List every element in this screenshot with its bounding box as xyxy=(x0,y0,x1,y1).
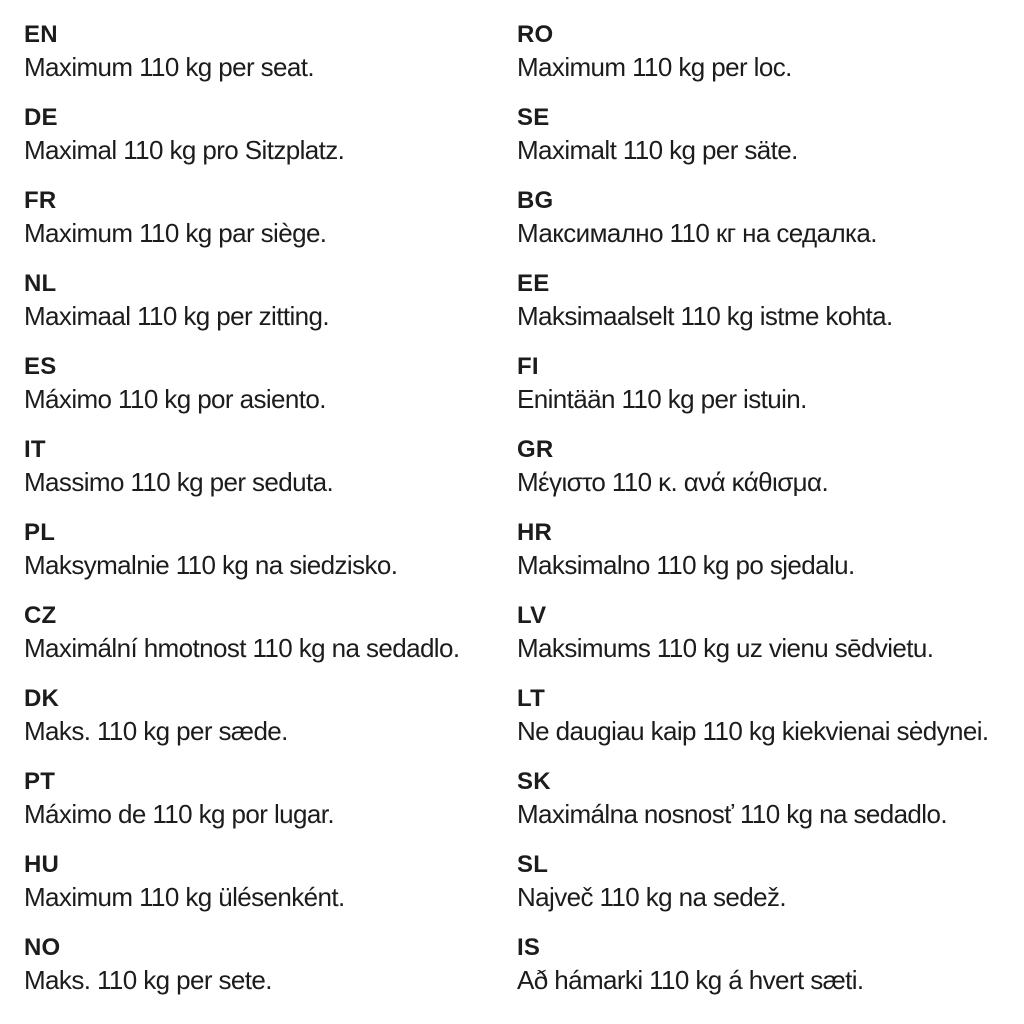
lang-entry-hu xyxy=(24,850,517,933)
lang-text: Maks. 110 kg per sæde. xyxy=(24,716,288,746)
lang-code: EE xyxy=(517,270,550,297)
lang-text: Maksimalno 110 kg po sjedalu. xyxy=(517,550,855,580)
lang-entry-fr xyxy=(24,186,517,269)
lang-code: GR xyxy=(517,436,554,463)
lang-entry-sl xyxy=(517,850,1024,933)
lang-text: Največ 110 kg na sedež. xyxy=(517,882,787,912)
lang-code: HR xyxy=(517,519,553,546)
lang-code: ES xyxy=(24,353,57,380)
right-column xyxy=(517,20,1024,1016)
lang-text: Maximum 110 kg per loc. xyxy=(517,52,792,82)
lang-text: Maximum 110 kg ülésenként. xyxy=(24,882,345,912)
lang-code: PL xyxy=(24,519,56,546)
lang-entry-sk xyxy=(517,767,1024,850)
lang-code: IT xyxy=(24,436,46,463)
lang-code: LV xyxy=(517,602,547,629)
lang-text: Maksimaalselt 110 kg istme kohta. xyxy=(517,301,893,331)
lang-entry-lt xyxy=(517,684,1024,767)
lang-text: Ne daugiau kaip 110 kg kiekvienai sėdynei. xyxy=(517,716,989,746)
lang-entry-gr xyxy=(517,435,1024,518)
lang-text: Maximum 110 kg per seat. xyxy=(24,52,315,82)
lang-code: HU xyxy=(24,851,60,878)
lang-code: SE xyxy=(517,104,550,131)
left-column xyxy=(24,20,517,1016)
lang-text: Maximum 110 kg par siège. xyxy=(24,218,327,248)
lang-entry-ro xyxy=(517,20,1024,103)
lang-code: LT xyxy=(517,685,545,712)
lang-text: Maks. 110 kg per sete. xyxy=(24,965,272,995)
lang-code: DK xyxy=(24,685,60,712)
lang-text: Μέγιστο 110 κ. ανά κάθισμα. xyxy=(517,467,829,497)
lang-code: SL xyxy=(517,851,549,878)
lang-code: IS xyxy=(517,934,541,961)
lang-text: Maximálna nosnosť 110 kg na sedadlo. xyxy=(517,799,947,829)
lang-entry-it xyxy=(24,435,517,518)
lang-entry-nl xyxy=(24,269,517,352)
lang-text: Að hámarki 110 kg á hvert sæti. xyxy=(517,965,864,995)
lang-code: SK xyxy=(517,768,551,795)
lang-entry-fi xyxy=(517,352,1024,435)
lang-text: Maximální hmotnost 110 kg na sedadlo. xyxy=(24,633,460,663)
lang-text: Massimo 110 kg per seduta. xyxy=(24,467,334,497)
lang-code: FR xyxy=(24,187,57,214)
lang-code: RO xyxy=(517,21,554,48)
lang-entry-ee xyxy=(517,269,1024,352)
lang-text: Maximal 110 kg pro Sitzplatz. xyxy=(24,135,345,165)
lang-code: DE xyxy=(24,104,58,131)
lang-entry-pl xyxy=(24,518,517,601)
lang-entry-no xyxy=(24,933,517,1016)
lang-text: Maksymalnie 110 kg na siedzisko. xyxy=(24,550,398,580)
lang-entry-se xyxy=(517,103,1024,186)
lang-text: Máximo de 110 kg por lugar. xyxy=(24,799,334,829)
lang-entry-bg xyxy=(517,186,1024,269)
lang-code: FI xyxy=(517,353,539,380)
lang-entry-cz xyxy=(24,601,517,684)
lang-entry-hr xyxy=(517,518,1024,601)
lang-entry-is xyxy=(517,933,1024,1016)
lang-entry-de xyxy=(24,103,517,186)
lang-entry-lv xyxy=(517,601,1024,684)
lang-entry-pt xyxy=(24,767,517,850)
lang-code: CZ xyxy=(24,602,57,629)
lang-text: Maximalt 110 kg per säte. xyxy=(517,135,798,165)
lang-code: NO xyxy=(24,934,61,961)
lang-code: EN xyxy=(24,21,58,48)
lang-text: Maximaal 110 kg per zitting. xyxy=(24,301,329,331)
lang-entry-dk xyxy=(24,684,517,767)
lang-text: Максимално 110 кг на седалка. xyxy=(517,218,877,248)
lang-text: Maksimums 110 kg uz vienu sēdvietu. xyxy=(517,633,934,663)
lang-text: Máximo 110 kg por asiento. xyxy=(24,384,326,414)
lang-code: NL xyxy=(24,270,57,297)
lang-code: BG xyxy=(517,187,554,214)
lang-entry-en xyxy=(24,20,517,103)
lang-code: PT xyxy=(24,768,56,795)
lang-entry-es xyxy=(24,352,517,435)
lang-text: Enintään 110 kg per istuin. xyxy=(517,384,807,414)
